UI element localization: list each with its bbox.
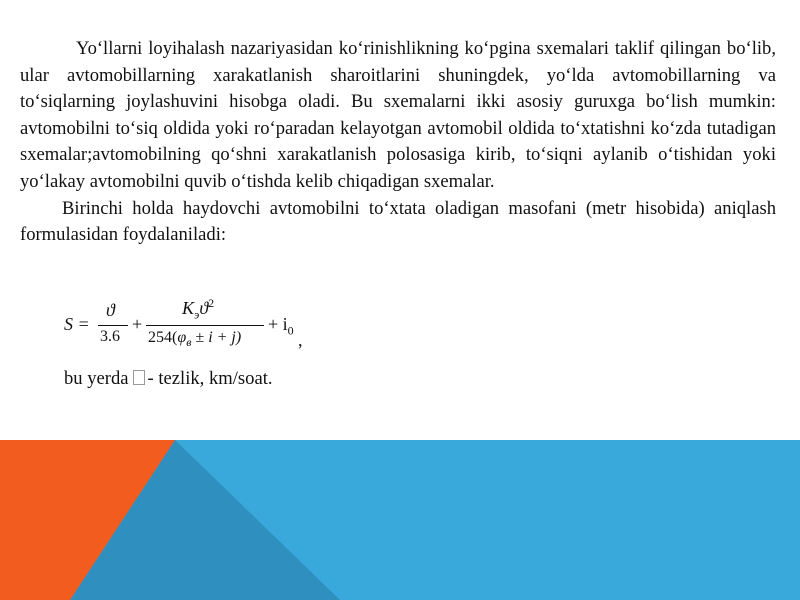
slide-text-body: [20, 36, 776, 249]
text-line: qilingan bo‘lib, ular avtomobillarning xarakatlanish sharoitlarini shuningdek, yo‘lda: [20, 38, 776, 86]
formula-trailing-comma: ,: [298, 330, 303, 350]
formula-frac2-numerator: [182, 296, 214, 323]
text-line: quvib o‘tishda kelib chiqadigan sxemalar.: [184, 170, 495, 192]
text-line: avtomobillarning va to‘siqlarning joylashuvini hisobga oladi. Bu sxemalarni ikki: [20, 64, 776, 113]
formula-frac1-denominator: 3.6: [100, 328, 120, 345]
formula-phi-symbol: φ: [177, 329, 187, 346]
formula-coefficient-k: K: [182, 298, 195, 318]
text-line: asosiy guruxga bo‘lish mumkin: avtomobilni to‘siq oldida yoki ro‘paradan kelayotgan: [20, 91, 776, 139]
paragraph-2: [20, 196, 776, 249]
formula-lhs: S =: [64, 314, 90, 334]
formula-frac1-bar: [98, 325, 128, 326]
formula-speed-symbol: ϑ: [199, 298, 209, 318]
note-prefix: bu yerda: [64, 368, 129, 389]
formula-plus-i0: [268, 314, 294, 339]
formula-plus-2: + i: [268, 314, 288, 334]
text-line: avtomobil oldida to‘xtatishni ko‘zda tutadigan sxemalar;avtomobilning qo‘shni: [20, 117, 776, 166]
text-line: Birinchi holda haydovchi avtomobilni to‘xtata oladigan masofani (metr hisobida): [62, 197, 705, 219]
formula-k-subscript: э: [194, 307, 200, 322]
formula-phi-subscript: в: [186, 335, 192, 350]
formula-frac1-numerator: ϑ: [106, 300, 115, 320]
paragraph-1: [20, 36, 776, 196]
footer-decoration: [0, 440, 800, 600]
formula-frac2-denominator: [148, 329, 241, 350]
missing-glyph-box: [133, 370, 145, 385]
note-suffix: - tezlik, km/soat.: [147, 368, 273, 389]
formula-frac2-bar: [146, 325, 264, 326]
formula-square-exponent: 2: [208, 296, 215, 310]
text-line: Yo‘llarni loyihalash nazariyasidan ko‘rinishlikning ko‘pgina sxemalari taklif: [76, 38, 655, 59]
formula-denominator-start: 254(: [148, 329, 178, 346]
text-line: xarakatlanish polosasiga kirib, to‘siqni aylanib o‘tishidan yoki yo‘lakay avtomobilni: [20, 144, 776, 192]
formula-denominator-end: ± i + j): [191, 329, 242, 346]
formula-plus-1: +: [132, 314, 143, 334]
formula-i-subscript: 0: [287, 323, 294, 338]
text-line: aniqlash formulasidan foydalaniladi:: [20, 197, 776, 246]
variable-note: [64, 368, 273, 390]
